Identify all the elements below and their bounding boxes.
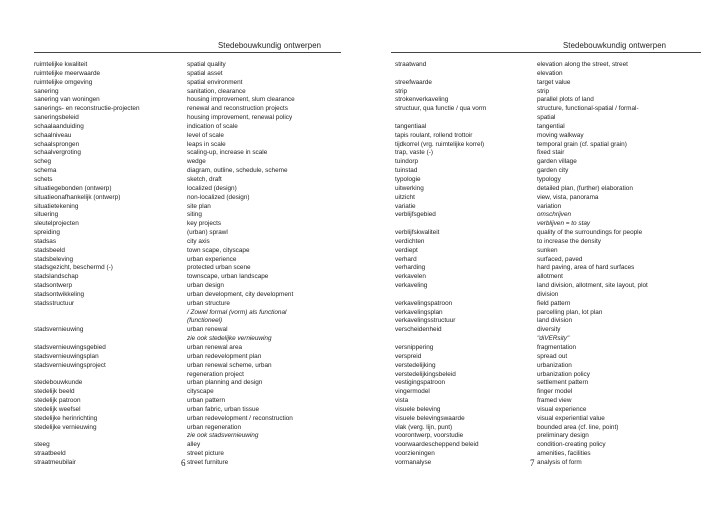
english-translation: condition-creating policy: [537, 441, 606, 449]
glossary-row: [395, 371, 705, 380]
dutch-term: stedelijk weefsel: [34, 405, 81, 413]
english-translation: city axis: [187, 237, 210, 245]
english-translation: "diVERsity": [537, 335, 570, 343]
glossary-row: [395, 326, 705, 335]
glossary-row: [34, 335, 344, 344]
glossary-row: [395, 149, 705, 158]
glossary-row: [395, 291, 705, 300]
english-translation: scaling-up, increase in scale: [187, 149, 268, 157]
glossary-row: [395, 61, 705, 70]
english-translation: detailed plan, (further) elaboration: [537, 184, 633, 192]
glossary-row: [34, 79, 344, 88]
glossary-row: [395, 309, 705, 318]
english-translation: structure, functional-spatial / formal-: [537, 105, 639, 113]
dutch-term: schaalniveau: [34, 131, 72, 139]
glossary-list: [34, 61, 344, 468]
dutch-term: ruimtelijke omgeving: [34, 78, 93, 86]
english-translation: urban renewal: [187, 326, 228, 334]
dutch-term: schets: [34, 175, 53, 183]
dutch-term: tangentiaal: [395, 122, 427, 130]
dutch-term: verhard: [395, 255, 417, 263]
dutch-term: verkavelen: [395, 273, 426, 281]
dutch-term: verblijfsgebied: [395, 211, 436, 219]
dutch-term: voorwaardescheppend beleid: [395, 441, 479, 449]
glossary-row: [395, 167, 705, 176]
english-translation: preliminary design: [537, 432, 589, 440]
english-translation: urban fabric, urban tissue: [187, 405, 260, 413]
dutch-term: stadsgezicht, beschermd (-): [34, 264, 113, 272]
glossary-row: [34, 132, 344, 141]
english-translation: / Zowel formal (vorm) als functional: [187, 308, 287, 316]
glossary-row: [395, 256, 705, 265]
dutch-term: tuinstad: [395, 167, 418, 175]
english-translation: diagram, outline, schedule, scheme: [187, 167, 288, 175]
english-translation: street furniture: [187, 458, 229, 466]
dutch-term: vestigingspatroon: [395, 379, 446, 387]
dutch-term: verspreid: [395, 352, 422, 360]
english-translation: variation: [537, 202, 562, 210]
english-translation: amenities, facilities: [537, 450, 591, 458]
english-translation: elevation along the street, street: [537, 61, 628, 68]
english-translation: visual experience: [537, 405, 587, 413]
glossary-row: [395, 432, 705, 441]
english-translation: strip: [537, 87, 550, 95]
english-translation: urban renewal area: [187, 344, 243, 351]
glossary-row: [34, 176, 344, 185]
english-translation: moving walkway: [537, 131, 584, 139]
english-translation: framed view: [537, 397, 572, 405]
glossary-row: [34, 344, 344, 353]
dutch-term: verdiept: [395, 246, 418, 254]
glossary-row: [34, 397, 344, 406]
english-translation: quality of the surroundings for people: [537, 229, 643, 237]
glossary-row: [34, 388, 344, 397]
dutch-term: visuele belevingswaarde: [395, 414, 465, 422]
glossary-row: [395, 105, 705, 114]
dutch-term: verkavelingsstructuur: [395, 317, 456, 325]
glossary-row: [34, 353, 344, 362]
english-translation: target value: [537, 78, 571, 86]
english-translation: verblijven = to stay: [537, 220, 591, 228]
english-translation: zie ook stadsvernieuwing: [187, 432, 259, 440]
dutch-term: trap, vaste (-): [395, 149, 433, 157]
glossary-row: [34, 450, 344, 459]
glossary-row: [395, 441, 705, 450]
english-translation: visual experiential value: [537, 414, 605, 422]
glossary-row: [395, 114, 705, 123]
page-number: 6: [181, 458, 186, 468]
english-translation: division: [537, 290, 559, 298]
dutch-term: saneringsbeleid: [34, 114, 79, 122]
dutch-term: schaalvergroting: [34, 149, 81, 157]
dutch-term: spreiding: [34, 229, 60, 237]
glossary-row: [395, 273, 705, 282]
english-translation: urban redevelopment / reconstruction: [187, 414, 293, 422]
dutch-term: ruimtelijke meerwaarde: [34, 69, 101, 77]
english-translation: wedge: [187, 158, 206, 166]
glossary-row: [395, 362, 705, 371]
dutch-term: situatiegebonden (ontwerp): [34, 184, 112, 192]
header-divider: [34, 52, 341, 53]
glossary-row: [395, 132, 705, 141]
glossary-row: [395, 194, 705, 203]
glossary-row: [395, 79, 705, 88]
english-translation: spatial quality: [187, 61, 226, 68]
dutch-term: tuindorp: [395, 158, 419, 166]
dutch-term: verstedelijking: [395, 361, 436, 369]
english-translation: alley: [187, 441, 201, 449]
glossary-row: [34, 211, 344, 220]
dutch-term: verkaveling: [395, 282, 428, 290]
english-translation: protected urban scene: [187, 264, 251, 272]
english-translation: localized (design): [187, 184, 237, 192]
glossary-row: [395, 424, 705, 433]
header-divider: [391, 52, 701, 53]
english-translation: view, vista, panorama: [537, 193, 599, 201]
glossary-row: [395, 238, 705, 247]
glossary-row: [34, 256, 344, 265]
dutch-term: vista: [395, 397, 409, 405]
glossary-row: [395, 353, 705, 362]
english-translation: town scape, cityscape: [187, 246, 250, 254]
english-translation: parcelling plan, lot plan: [537, 308, 603, 316]
english-translation: diversity: [537, 326, 561, 334]
english-translation: urban renewal scheme, urban: [187, 361, 272, 369]
glossary-row: [34, 114, 344, 123]
glossary-row: [34, 424, 344, 433]
dutch-term: vormanalyse: [395, 458, 432, 466]
dutch-term: stadsvernieuwingsplan: [34, 352, 99, 360]
english-translation: omschrijven: [537, 211, 572, 219]
dutch-term: voorontwerp, voorstudie: [395, 432, 464, 440]
glossary-row: [395, 300, 705, 309]
english-translation: garden city: [537, 167, 569, 175]
dutch-term: schema: [34, 167, 57, 175]
dutch-term: sanering van woningen: [34, 96, 100, 104]
english-translation: garden village: [537, 158, 577, 166]
english-translation: surfaced, paved: [537, 255, 583, 263]
glossary-row: [34, 247, 344, 256]
english-translation: key projects: [187, 220, 222, 228]
dutch-term: streefwaarde: [395, 78, 432, 86]
glossary-row: [395, 335, 705, 344]
dutch-term: straatbeeld: [34, 450, 66, 458]
glossary-row: [395, 317, 705, 326]
english-translation: housing improvement, renewal policy: [187, 114, 293, 122]
english-translation: regeneration project: [187, 370, 244, 378]
dutch-term: stedebouwkunde: [34, 379, 83, 387]
glossary-row: [34, 88, 344, 97]
glossary-row: [34, 273, 344, 282]
dutch-term: stadsas: [34, 237, 57, 245]
dutch-term: vingermodel: [395, 388, 430, 396]
english-translation: sanitation, clearance: [187, 87, 246, 95]
dutch-term: typologie: [395, 175, 421, 183]
glossary-row: [34, 432, 344, 441]
english-translation: finger model: [537, 388, 573, 396]
english-translation: urban pattern: [187, 397, 226, 405]
english-translation: level of scale: [187, 131, 224, 139]
glossary-row: [395, 406, 705, 415]
page-header: Stedebouwkundig ontwerpen: [563, 41, 667, 50]
glossary-row: [34, 300, 344, 309]
glossary-row: [34, 229, 344, 238]
glossary-row: [395, 379, 705, 388]
dutch-term: stadsvernieuwingsproject: [34, 361, 106, 369]
glossary-row: [34, 158, 344, 167]
dutch-term: stadsstructuur: [34, 299, 75, 307]
dutch-term: verscheidenheid: [395, 326, 442, 334]
english-translation: renewal and reconstruction projects: [187, 105, 288, 113]
glossary-row: [34, 415, 344, 424]
english-translation: siting: [187, 211, 202, 219]
dutch-term: ruimtelijke kwaliteit: [34, 61, 88, 68]
english-translation: leaps in scale: [187, 140, 226, 148]
english-translation: fragmentation: [537, 344, 577, 351]
dutch-term: voorzieningen: [395, 450, 435, 458]
glossary-row: [395, 185, 705, 194]
english-translation: spatial environment: [187, 78, 243, 86]
glossary-row: [34, 149, 344, 158]
english-translation: sunken: [537, 246, 558, 254]
dutch-term: uitwerking: [395, 184, 424, 192]
glossary-row: [34, 362, 344, 371]
english-translation: site plan: [187, 202, 211, 210]
english-translation: spread out: [537, 352, 568, 360]
english-translation: fixed stair: [537, 149, 565, 157]
glossary-row: [34, 459, 344, 468]
glossary-row: [395, 176, 705, 185]
glossary-row: [34, 123, 344, 132]
dutch-term: verharding: [395, 264, 426, 272]
dutch-term: schaalsprongen: [34, 140, 80, 148]
english-translation: non-localized (design): [187, 193, 250, 201]
dutch-term: straatwand: [395, 61, 427, 68]
glossary-row: [395, 203, 705, 212]
glossary-row: [34, 194, 344, 203]
english-translation: hard paving, area of hard surfaces: [537, 264, 635, 272]
dutch-term: steeg: [34, 441, 50, 449]
english-translation: spatial: [537, 114, 556, 122]
glossary-row: [395, 388, 705, 397]
glossary-row: [34, 220, 344, 229]
english-translation: street picture: [187, 450, 224, 458]
dutch-term: situatietekening: [34, 202, 79, 210]
english-translation: land division: [537, 317, 573, 325]
dutch-term: stedelijk beeld: [34, 388, 75, 396]
dutch-term: verstedelijkingsbeleid: [395, 370, 456, 378]
right-page: [364, 0, 728, 514]
glossary-row: [395, 158, 705, 167]
dutch-term: stadsbeleving: [34, 255, 74, 263]
glossary-row: [395, 123, 705, 132]
page-header: Stedebouwkundig ontwerpen: [218, 41, 322, 50]
dutch-term: stadsvernieuwingsgebied: [34, 344, 106, 351]
dutch-term: verdichten: [395, 237, 425, 245]
glossary-row: [34, 203, 344, 212]
dutch-term: sleutelprojecten: [34, 220, 79, 228]
glossary-row: [34, 96, 344, 105]
glossary-row: [34, 105, 344, 114]
glossary-row: [395, 459, 705, 468]
dutch-term: stadsontwerp: [34, 282, 73, 290]
dutch-term: uitzicht: [395, 193, 415, 201]
glossary-row: [395, 88, 705, 97]
dutch-term: verblijfskwaliteit: [395, 229, 440, 237]
glossary-row: [395, 229, 705, 238]
glossary-row: [395, 450, 705, 459]
glossary-row: [34, 371, 344, 380]
glossary-row: [34, 264, 344, 273]
dutch-term: visuele beleving: [395, 405, 441, 413]
dutch-term: scheg: [34, 158, 52, 166]
english-translation: elevation: [537, 69, 563, 77]
glossary-row: [34, 185, 344, 194]
english-translation: urban regeneration: [187, 423, 242, 431]
glossary-row: [34, 309, 344, 318]
dutch-term: stadsontwikkeling: [34, 290, 85, 298]
glossary-row: [34, 141, 344, 150]
glossary-row: [34, 317, 344, 326]
dutch-term: situering: [34, 211, 59, 219]
glossary-row: [395, 264, 705, 273]
dutch-term: versnippering: [395, 344, 434, 351]
glossary-row: [395, 96, 705, 105]
dutch-term: verkavelingspatroon: [395, 299, 453, 307]
english-translation: (urban) sprawl: [187, 229, 228, 237]
english-translation: temporal grain (cf. spatial grain): [537, 140, 627, 148]
english-translation: analysis of form: [537, 458, 582, 466]
english-translation: urban development, city development: [187, 290, 294, 298]
glossary-row: [395, 220, 705, 229]
english-translation: typology: [537, 175, 561, 183]
dutch-term: vlak (verg. lijn, punt): [395, 423, 453, 431]
dutch-term: variatie: [395, 202, 416, 210]
english-translation: field pattern: [537, 299, 571, 307]
glossary-row: [34, 326, 344, 335]
dutch-term: structuur, qua functie / qua vorm: [395, 105, 487, 113]
english-translation: to increase the density: [537, 237, 601, 245]
english-translation: zie ook stedelijke vernieuwing: [187, 335, 272, 343]
dutch-term: sanerings- en reconstructie-projecten: [34, 105, 140, 113]
english-translation: spatial asset: [187, 69, 223, 77]
english-translation: urban design: [187, 282, 224, 290]
english-translation: urbanization: [537, 361, 572, 369]
english-translation: urban planning and design: [187, 379, 263, 387]
dutch-term: stedelijk patroon: [34, 397, 81, 405]
dutch-term: situatieonafhankelijk (ontwerp): [34, 193, 121, 201]
english-translation: allotment: [537, 273, 563, 281]
english-translation: sketch, draft: [187, 175, 222, 183]
dutch-term: strip: [395, 87, 408, 95]
dutch-term: stadsvernieuwing: [34, 326, 84, 334]
glossary-row: [34, 167, 344, 176]
glossary-row: [395, 211, 705, 220]
dutch-term: schaalaanduiding: [34, 122, 84, 130]
glossary-row: [395, 282, 705, 291]
dutch-term: stadslandschap: [34, 273, 79, 281]
dutch-term: straatmeubilair: [34, 458, 76, 466]
glossary-row: [395, 397, 705, 406]
english-translation: housing improvement, slum clearance: [187, 96, 295, 104]
glossary-row: [34, 70, 344, 79]
glossary-row: [395, 344, 705, 353]
english-translation: urban structure: [187, 299, 230, 307]
english-translation: tangential: [537, 122, 565, 130]
english-translation: cityscape: [187, 388, 214, 396]
dutch-term: stadsbeeld: [34, 246, 65, 254]
page-number: 7: [530, 458, 535, 468]
glossary-row: [34, 282, 344, 291]
glossary-row: [34, 291, 344, 300]
english-translation: urbanization policy: [537, 370, 590, 378]
english-translation: indication of scale: [187, 122, 238, 130]
english-translation: parallel plots of land: [537, 96, 594, 104]
english-translation: (functioneel): [187, 317, 223, 325]
glossary-row: [395, 141, 705, 150]
dutch-term: verkavelingsplan: [395, 308, 443, 316]
dutch-term: tijdkorrel (vrg. ruimtelijke korrel): [395, 140, 485, 148]
english-translation: settlement pattern: [537, 379, 589, 387]
dutch-term: sanering: [34, 87, 59, 95]
glossary-row: [34, 441, 344, 450]
english-translation: townscape, urban landscape: [187, 273, 269, 281]
dutch-term: stedelijke herinrichting: [34, 414, 98, 422]
glossary-list: [395, 61, 705, 468]
glossary-row: [34, 379, 344, 388]
glossary-row: [395, 70, 705, 79]
glossary-row: [34, 61, 344, 70]
glossary-row: [395, 247, 705, 256]
dutch-term: strokenverkaveling: [395, 96, 449, 104]
glossary-row: [34, 238, 344, 247]
glossary-row: [34, 406, 344, 415]
english-translation: urban redevelopment plan: [187, 352, 262, 360]
english-translation: urban experience: [187, 255, 237, 263]
english-translation: bounded area (cf. line, point): [537, 423, 619, 431]
english-translation: land division, allotment, site layout, plot: [537, 282, 648, 290]
dutch-term: stedelijke vernieuwing: [34, 423, 97, 431]
glossary-row: [395, 415, 705, 424]
dutch-term: tapis roulant, rollend trottoir: [395, 131, 473, 139]
